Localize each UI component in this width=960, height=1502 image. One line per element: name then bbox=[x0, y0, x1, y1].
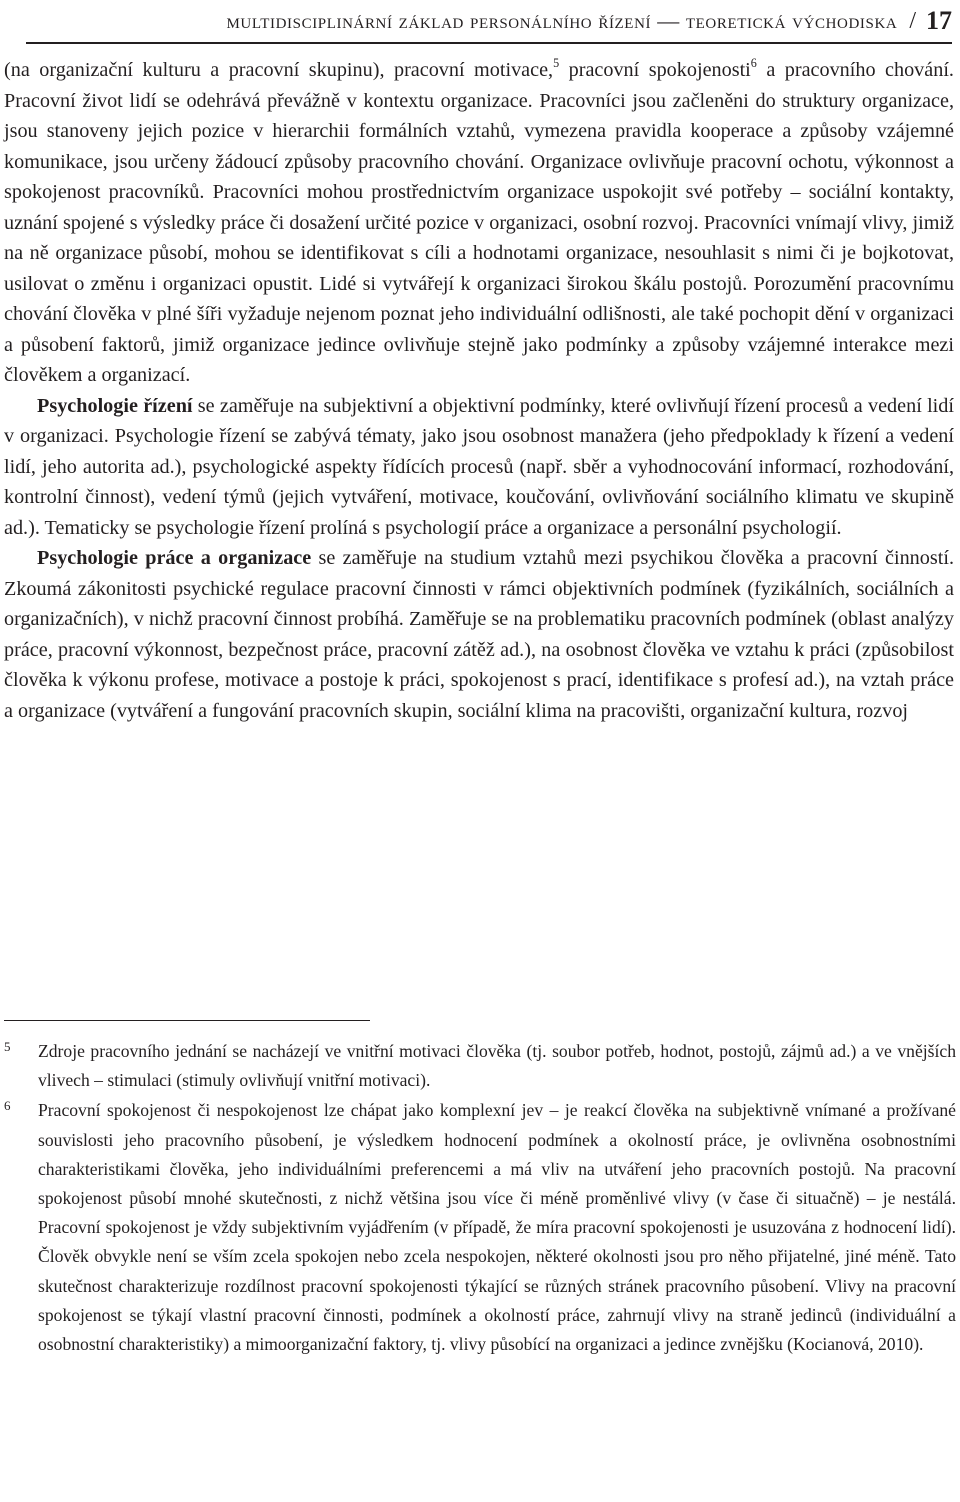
running-header-separator: / bbox=[909, 7, 916, 34]
footnotes bbox=[4, 1037, 956, 1360]
footnote-ref-6[interactable]: 6 bbox=[750, 55, 757, 70]
footnote-ref-5[interactable]: 5 bbox=[553, 55, 560, 70]
paragraph-1-text-c: a pracovního chování. Pracovní život lidí se odehrává převážně v kontextu organizace. Pracovníci jsou začleněni do struktury organizace, jsou stanoveny jejich pozice v hierarchii formálních vztahů, vymezena pravidla kooperace a způsoby vzájemné komunikace, jsou určeny žádoucí způsoby pracovního chování. Organizace ovlivňuje pracovní ochotu, výkonnost a spokojenost pracovníků. Pracovníci mohou prostřednictvím organizace uspokojit své potřeby – sociální kontakty, uznání spojené s výsledky práce či dosažení určité pozice v organizaci, osobní rozvoj. Pracovníci vnímají vlivy, jimiž na ně organizace působí, mohou se identifikovat s cíli a hodnotami organizace, nesouhlasit s nimi či je bojkotovat, usilovat o změnu i organizaci opustit. Lidé si vytvářejí k organizaci širokou škálu postojů. Porozumění pracovnímu chování člověka v plné šíři vyžaduje nejenom poznat jeho individuální odlišnosti, ale také pochopit dění v organizaci a působení faktorů, jimiž organizace jedince ovlivňuje stejně jako podmínky a způsoby vzájemné interakce mezi člověkem a organizací. bbox=[4, 59, 954, 386]
page-number: 17 bbox=[926, 6, 952, 35]
paragraph-3 bbox=[4, 543, 954, 726]
footnote-text: Zdroje pracovního jednání se nacházejí ve vnitřní motivaci člověka (tj. soubor potřeb, hodnot, postojů, zájmů ad.) a ve vnějších vlivech – stimulaci (stimuly ovlivňují vnitřní motivaci). bbox=[38, 1041, 956, 1091]
footnote-6 bbox=[4, 1096, 956, 1359]
paragraph-2 bbox=[4, 391, 954, 544]
term-psychologie-rizeni: Psychologie řízení bbox=[37, 394, 193, 417]
running-header bbox=[26, 0, 952, 44]
body-text bbox=[4, 55, 954, 726]
paragraph-1-text-b: pracovní spokojenosti bbox=[559, 59, 751, 81]
paragraph-2-text: se zaměřuje na subjektivní a objektivní podmínky, které ovlivňují řízení procesů a vedení lidí v organizaci. Psychologie řízení se zabývá tématy, jako jsou osobnost manažera (jeho předpoklady k řízení a vedení lidí, jeho autorita ad.), psychologické aspekty řídících procesů (např. sběr a vyhodnocování informací, rozhodování, kontrolní činnost), vedení týmů (jejich vytváření, motivace, koučování, ovlivňování sociálního klimatu ve skupině ad.). Tematicky se psychologie řízení prolíná s psychologií práce a organizace a personální psychologií. bbox=[4, 394, 954, 539]
running-header-title: multidisciplinární základ personálního řízení — teoretická východiska bbox=[226, 8, 898, 33]
footnote-divider bbox=[4, 1020, 370, 1021]
paragraph-3-text: se zaměřuje na studium vztahů mezi psychikou člověka a pracovní činností. Zkoumá zákonitosti psychické regulace pracovní činnosti v rámci objektivních podmínek (fyzikálních, sociálních a organizačních), v nichž pracovní činnost probíhá. Zaměřuje se na problematiku pracovních podmínek (oblast analýzy práce, pracovní výkonnost, bezpečnost práce, pracovní zátěž ad.), na osobnost člověka ve vztahu k práci (způsobilost člověka k výkonu profese, motivace a postoje k práci, spokojenost s prací, identifikace s profesí ad.), na vztah práce a organizace (vytváření a fungování pracovních skupin, sociální klima na pracovišti, organizační kultura, rozvoj bbox=[4, 547, 954, 722]
footnote-mark: 5 bbox=[4, 1039, 11, 1054]
paragraph-1 bbox=[4, 55, 954, 391]
paragraph-1-text-a: (na organizační kulturu a pracovní skupinu), pracovní motivace, bbox=[4, 59, 554, 81]
footnote-5 bbox=[4, 1037, 956, 1095]
term-psychologie-prace-a-organizace: Psychologie práce a organizace bbox=[37, 547, 312, 569]
footnote-text: Pracovní spokojenost či nespokojenost lze chápat jako komplexní jev – je reakcí člověka na subjektivně vnímané a prožívané souvislosti jeho pracovního působení, je výsledkem hodnocení podmínek a okolností práce, je ovlivněna osobnostními charakteristikami člověka, jeho individuálními preferencemi a má vliv na utváření jeho pracovních postojů. Na pracovní spokojenost působí mnohé skutečnosti, z nichž většina jsou více či méně proměnlivé vlivy (v čase či situačně) – je nestálá. Pracovní spokojenost je vždy subjektivním vyjádřením (v případě, že míra pracovní spokojenosti je usuzována z hodnocení lidí). Člověk obvykle není se vším zcela spokojen nebo zcela nespokojen, některé okolnosti jsou pro něho přijatelné, jiné méně. Tato skutečnost charakterizuje rozdílnost pracovní spokojenosti týkající se různých stránek pracovního působení. Vlivy na pracovní spokojenost se týkají vlastní pracovní činnosti, podmínek a okolností práce, zahrnují vlivy na straně jedinců (individuální a osobnostní charakteristiky) a mimoorganizační faktory, tj. vlivy působící na organizaci a jedince zvnějšku (Kocianová, 2010). bbox=[38, 1100, 956, 1355]
footnote-mark: 6 bbox=[4, 1098, 11, 1114]
